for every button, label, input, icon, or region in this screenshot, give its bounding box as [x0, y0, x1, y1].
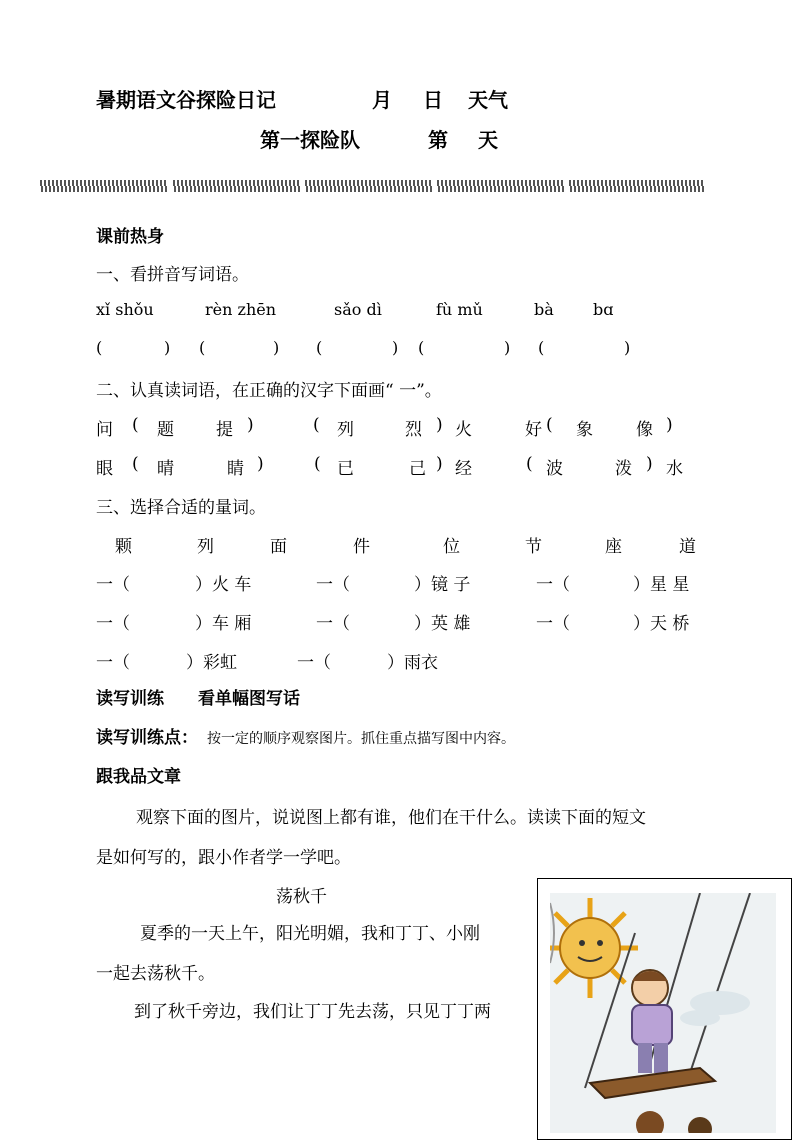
char-option[interactable]: 己 [409, 459, 426, 479]
char-option[interactable]: 睛 [227, 459, 244, 479]
blank-close[interactable]: ) [504, 338, 511, 357]
paren: ) [646, 454, 653, 474]
blank-suffix: ）英 雄 [414, 614, 471, 634]
measure-word: 道 [679, 537, 696, 557]
decorative-border [437, 180, 564, 192]
blank-prefix[interactable]: 一（ [316, 614, 350, 634]
paren: ( [132, 415, 139, 435]
q2-title: 二、认真读词语，在正确的汉字下面画“ 一”。 [96, 381, 442, 401]
q3-title: 三、选择合适的量词。 [96, 498, 266, 518]
blank-suffix: ）火 车 [195, 575, 252, 595]
pinyin: fù mǔ [436, 300, 483, 319]
char-option[interactable]: 象 [576, 420, 593, 440]
intro-line-1: 观察下面的图片，说说图上都有谁，他们在干什么。读读下面的短文 [136, 808, 646, 828]
blank-suffix: ）星 星 [633, 575, 690, 595]
char-option[interactable]: 像 [636, 420, 653, 440]
char-option[interactable]: 晴 [157, 459, 174, 479]
char-option[interactable]: 波 [546, 459, 563, 479]
paren: ) [436, 454, 443, 474]
measure-word: 座 [605, 537, 622, 557]
intro-line-2: 是如何写的，跟小作者学一学吧。 [96, 848, 351, 868]
essay-line-3: 到了秋千旁边，我们让丁丁先去荡，只见丁丁两 [134, 1002, 491, 1022]
char: 好 [525, 420, 542, 440]
team-label: 第一探险队 [260, 128, 360, 152]
blank-prefix[interactable]: 一（ [96, 614, 130, 634]
training-point-label: 读写训练点： [96, 728, 198, 748]
decorative-border [173, 180, 300, 192]
char: 经 [455, 459, 472, 479]
blank-prefix[interactable]: 一（ [316, 575, 350, 595]
measure-word: 面 [270, 537, 287, 557]
char-option[interactable]: 已 [337, 459, 354, 479]
swing-illustration-icon [550, 893, 776, 1133]
q1-title: 一、看拼音写词语。 [96, 265, 249, 285]
paren: ) [257, 454, 264, 474]
char-option[interactable]: 泼 [615, 459, 632, 479]
day-label: 日 [423, 88, 443, 112]
pinyin: rèn zhēn [205, 300, 277, 319]
pinyin: bà [534, 300, 554, 319]
blank-suffix: ）彩虹 [186, 653, 237, 673]
tian-label: 天 [478, 128, 498, 152]
pinyin: sǎo dì [334, 300, 382, 319]
blank-prefix[interactable]: 一（ [96, 575, 130, 595]
blank-open[interactable]: ( [316, 338, 323, 357]
decorative-border [40, 180, 168, 192]
blank-suffix: ）天 桥 [633, 614, 690, 634]
paren: ) [247, 415, 254, 435]
blank-close[interactable]: ) [273, 338, 280, 357]
illustration-frame [537, 878, 792, 1140]
diary-title: 暑期语文谷探险日记 [96, 88, 276, 112]
char-option[interactable]: 题 [157, 420, 174, 440]
weather-label: 天气 [468, 88, 508, 112]
paren: ( [546, 415, 553, 435]
essay-line-1: 夏季的一天上午，阳光明媚，我和丁丁、小刚 [140, 924, 480, 944]
blank-open[interactable]: ( [199, 338, 206, 357]
month-label: 月 [372, 88, 392, 112]
blank-open[interactable]: ( [538, 338, 545, 357]
paren: ( [526, 454, 533, 474]
pinyin: bɑ [593, 300, 614, 319]
char-option[interactable]: 列 [337, 420, 354, 440]
training-point-text: 按一定的顺序观察图片。抓住重点描写图中内容。 [207, 731, 515, 747]
paren: ) [436, 415, 443, 435]
char: 水 [666, 459, 683, 479]
blank-close[interactable]: ) [392, 338, 399, 357]
decorative-border [305, 180, 432, 192]
measure-word: 节 [525, 537, 542, 557]
blank-prefix[interactable]: 一（ [536, 575, 570, 595]
char-option[interactable]: 烈 [405, 420, 422, 440]
blank-close[interactable]: ) [164, 338, 171, 357]
paren: ( [132, 454, 139, 474]
follow-heading: 跟我品文章 [96, 767, 181, 787]
blank-prefix[interactable]: 一（ [297, 653, 331, 673]
blank-suffix: ）镜 子 [414, 575, 471, 595]
blank-suffix: ）雨衣 [387, 653, 438, 673]
paren: ( [313, 415, 320, 435]
essay-line-2: 一起去荡秋千。 [96, 964, 215, 984]
char: 问 [96, 420, 113, 440]
blank-prefix[interactable]: 一（ [536, 614, 570, 634]
measure-word: 颗 [115, 537, 132, 557]
reading-subheading: 看单幅图写话 [198, 689, 300, 709]
decorative-border [569, 180, 704, 192]
measure-word: 件 [353, 537, 370, 557]
blank-open[interactable]: ( [418, 338, 425, 357]
blank-open[interactable]: ( [96, 338, 103, 357]
blank-close[interactable]: ) [624, 338, 631, 357]
di-label: 第 [428, 128, 448, 152]
measure-word: 位 [443, 537, 460, 557]
warmup-heading: 课前热身 [96, 227, 164, 247]
paren: ( [314, 454, 321, 474]
blank-suffix: ）车 厢 [195, 614, 252, 634]
char-option[interactable]: 提 [216, 420, 233, 440]
paren: ) [666, 415, 673, 435]
essay-title: 荡秋千 [276, 887, 327, 907]
char: 火 [455, 420, 472, 440]
reading-heading: 读写训练 [96, 689, 164, 709]
measure-word: 列 [197, 537, 214, 557]
char: 眼 [96, 459, 113, 479]
blank-prefix[interactable]: 一（ [96, 653, 130, 673]
pinyin: xǐ shǒu [96, 300, 154, 319]
